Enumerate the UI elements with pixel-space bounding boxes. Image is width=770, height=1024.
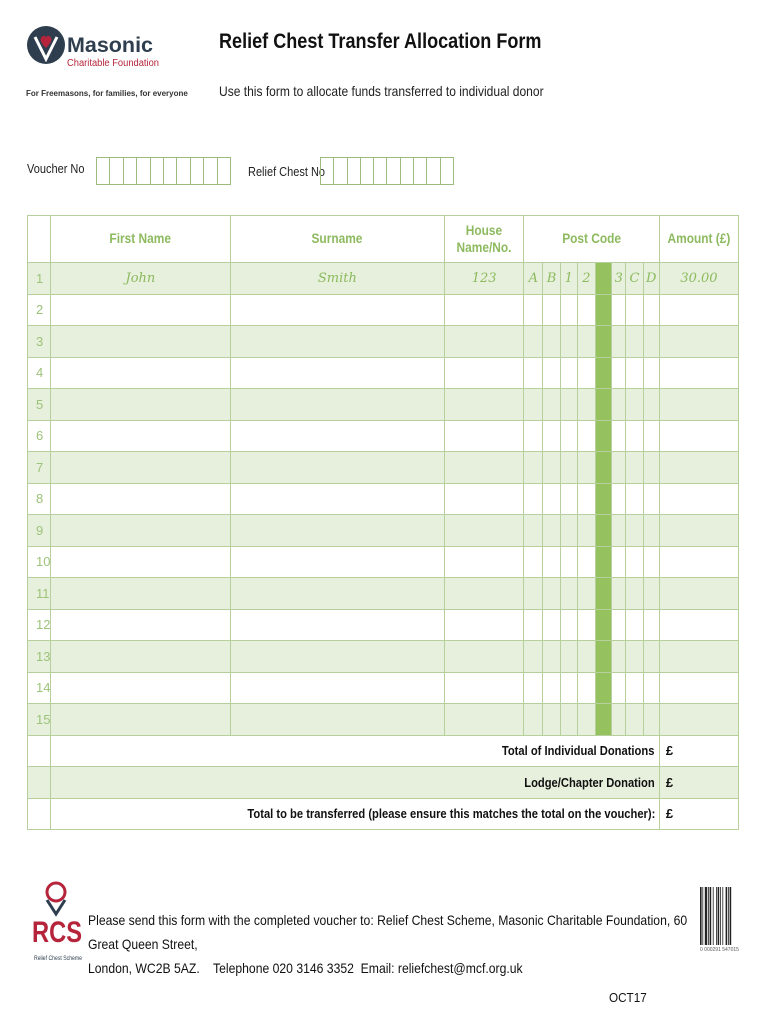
postcode-char-cell[interactable] xyxy=(612,672,626,704)
house-cell[interactable] xyxy=(445,641,524,673)
svg-text:RCS: RCS xyxy=(32,916,82,949)
amount-cell[interactable] xyxy=(659,609,738,641)
postcode-char-cell[interactable] xyxy=(626,704,643,736)
postcode-gap xyxy=(596,546,612,578)
table-row xyxy=(28,609,739,641)
voucher-label: Voucher No xyxy=(27,162,85,176)
postcode-char-cell[interactable] xyxy=(543,326,560,358)
postcode-char-cell[interactable] xyxy=(524,609,543,641)
postcode-char-cell[interactable] xyxy=(543,641,560,673)
house-cell[interactable] xyxy=(445,515,524,547)
lodge-donation-label: Lodge/Chapter Donation xyxy=(51,767,660,799)
tagline: For Freemasons, for families, for everyone xyxy=(26,89,188,98)
form-code: OCT17 xyxy=(609,990,647,1005)
first-name-cell[interactable] xyxy=(51,389,230,421)
postcode-gap xyxy=(596,483,612,515)
row-number: 11 xyxy=(28,578,51,610)
first-name-cell[interactable] xyxy=(51,609,230,641)
amount-cell[interactable] xyxy=(659,515,738,547)
postcode-char-cell[interactable] xyxy=(643,609,659,641)
postcode-char-cell[interactable] xyxy=(577,515,595,547)
postcode-char-cell[interactable] xyxy=(543,294,560,326)
postcode-char-cell[interactable] xyxy=(612,357,626,389)
masonic-logo xyxy=(26,14,166,114)
footer-line-1: Please send this form with the completed voucher to: Relief Chest Scheme, Masonic Charitable Foundation, 60 Great Queen Street, xyxy=(88,912,688,952)
table-row xyxy=(28,672,739,704)
postcode-char-cell[interactable] xyxy=(612,609,626,641)
first-name-cell[interactable] xyxy=(51,515,230,547)
postcode-char-cell[interactable] xyxy=(577,452,595,484)
postcode-gap xyxy=(596,294,612,326)
postcode-char-cell[interactable] xyxy=(612,294,626,326)
postcode-char-cell[interactable] xyxy=(524,357,543,389)
table-row xyxy=(28,294,739,326)
page-subtitle: Use this form to allocate funds transferred to individual donor xyxy=(219,83,544,99)
postcode-char-cell[interactable] xyxy=(626,672,643,704)
postcode-gap xyxy=(596,704,612,736)
header-surname: Surname xyxy=(230,216,445,263)
postcode-char-cell[interactable] xyxy=(543,357,560,389)
postcode-char-cell[interactable] xyxy=(560,452,577,484)
surname-cell[interactable] xyxy=(230,357,445,389)
total-individual-label: Total of Individual Donations xyxy=(51,735,660,767)
postcode-char-cell[interactable]: 1 xyxy=(560,263,577,295)
postcode-char-cell[interactable] xyxy=(626,389,643,421)
amount-cell[interactable] xyxy=(659,294,738,326)
postcode-gap xyxy=(596,389,612,421)
postcode-char-cell[interactable] xyxy=(524,515,543,547)
postcode-char-cell[interactable] xyxy=(524,641,543,673)
postcode-gap xyxy=(596,578,612,610)
postcode-char-cell[interactable] xyxy=(612,641,626,673)
table-row xyxy=(28,515,739,547)
footer-line-2: London, WC2B 5AZ. Telephone 020 3146 3352 Email: reliefchest@mcf.org.uk xyxy=(88,960,523,976)
surname-cell[interactable] xyxy=(230,672,445,704)
postcode-char-cell[interactable] xyxy=(560,420,577,452)
postcode-char-cell[interactable] xyxy=(560,515,577,547)
table-row xyxy=(28,452,739,484)
row-number: 1 xyxy=(28,263,51,295)
postcode-gap xyxy=(596,420,612,452)
postcode-char-cell[interactable] xyxy=(626,326,643,358)
postcode-char-cell[interactable] xyxy=(643,483,659,515)
amount-cell[interactable] xyxy=(659,546,738,578)
postcode-char-cell[interactable] xyxy=(626,546,643,578)
row-number: 13 xyxy=(28,641,51,673)
page-title: Relief Chest Transfer Allocation Form xyxy=(219,30,542,53)
total-individual-row xyxy=(28,735,739,767)
postcode-char-cell[interactable] xyxy=(524,452,543,484)
postcode-gap xyxy=(596,641,612,673)
postcode-char-cell[interactable] xyxy=(626,483,643,515)
lodge-donation-field[interactable]: £ xyxy=(659,767,738,799)
amount-cell[interactable] xyxy=(659,641,738,673)
postcode-char-cell[interactable] xyxy=(612,389,626,421)
postcode-char-cell[interactable] xyxy=(643,704,659,736)
surname-cell[interactable] xyxy=(230,389,445,421)
table-row xyxy=(28,389,739,421)
postcode-gap xyxy=(596,609,612,641)
house-cell[interactable] xyxy=(445,704,524,736)
postcode-char-cell[interactable] xyxy=(643,357,659,389)
house-cell[interactable] xyxy=(445,483,524,515)
amount-cell[interactable] xyxy=(659,452,738,484)
svg-text:Relief Chest Scheme: Relief Chest Scheme xyxy=(34,956,83,962)
surname-cell[interactable]: Smith xyxy=(230,263,445,295)
postcode-char-cell[interactable] xyxy=(612,578,626,610)
house-cell[interactable] xyxy=(445,357,524,389)
postcode-char-cell[interactable] xyxy=(626,578,643,610)
house-cell[interactable] xyxy=(445,420,524,452)
postcode-char-cell[interactable] xyxy=(577,294,595,326)
first-name-cell[interactable] xyxy=(51,452,230,484)
table-row xyxy=(28,263,739,295)
row-number: 14 xyxy=(28,672,51,704)
postcode-char-cell[interactable] xyxy=(543,546,560,578)
postcode-char-cell[interactable] xyxy=(643,515,659,547)
row-number: 5 xyxy=(28,389,51,421)
postcode-char-cell[interactable] xyxy=(524,420,543,452)
surname-cell[interactable] xyxy=(230,546,445,578)
row-number: 12 xyxy=(28,609,51,641)
postcode-char-cell[interactable] xyxy=(560,483,577,515)
first-name-cell[interactable] xyxy=(51,672,230,704)
amount-cell[interactable] xyxy=(659,483,738,515)
table-row xyxy=(28,420,739,452)
amount-cell[interactable] xyxy=(659,357,738,389)
postcode-char-cell[interactable] xyxy=(577,326,595,358)
postcode-char-cell[interactable] xyxy=(612,420,626,452)
first-name-cell[interactable] xyxy=(51,704,230,736)
first-name-cell[interactable] xyxy=(51,326,230,358)
postcode-char-cell[interactable] xyxy=(524,672,543,704)
postcode-char-cell[interactable] xyxy=(560,389,577,421)
postcode-char-cell[interactable]: 3 xyxy=(612,263,626,295)
total-transfer-label: Total to be transferred (please ensure this matches the total on the voucher): xyxy=(51,798,660,830)
postcode-char-cell[interactable] xyxy=(524,483,543,515)
house-cell[interactable] xyxy=(445,326,524,358)
postcode-char-cell[interactable] xyxy=(577,483,595,515)
lodge-donation-row xyxy=(28,767,739,799)
postcode-char-cell[interactable] xyxy=(577,672,595,704)
postcode-char-cell[interactable] xyxy=(560,326,577,358)
postcode-gap xyxy=(596,515,612,547)
postcode-char-cell[interactable] xyxy=(560,294,577,326)
header-first-name: First Name xyxy=(51,216,230,263)
row-number: 4 xyxy=(28,357,51,389)
first-name-cell[interactable] xyxy=(51,357,230,389)
postcode-gap xyxy=(596,263,612,295)
postcode-char-cell[interactable] xyxy=(524,704,543,736)
row-number: 9 xyxy=(28,515,51,547)
postcode-char-cell[interactable]: A xyxy=(524,263,543,295)
postcode-char-cell[interactable] xyxy=(612,704,626,736)
table-header xyxy=(28,216,739,263)
postcode-gap xyxy=(596,326,612,358)
postcode-char-cell[interactable] xyxy=(560,578,577,610)
postcode-gap xyxy=(596,357,612,389)
amount-cell[interactable] xyxy=(659,420,738,452)
postcode-char-cell[interactable] xyxy=(577,609,595,641)
house-cell[interactable] xyxy=(445,546,524,578)
total-transfer-row xyxy=(28,798,739,830)
barcode-number: 0 000291 547015 xyxy=(700,947,739,953)
postcode-char-cell[interactable]: B xyxy=(543,263,560,295)
postcode-char-cell[interactable]: C xyxy=(626,263,643,295)
postcode-char-cell[interactable] xyxy=(524,294,543,326)
postcode-char-cell[interactable]: D xyxy=(643,263,659,295)
row-number: 10 xyxy=(28,546,51,578)
postcode-char-cell[interactable] xyxy=(577,420,595,452)
postcode-char-cell[interactable] xyxy=(643,672,659,704)
house-cell[interactable]: 123 xyxy=(445,263,524,295)
surname-cell[interactable] xyxy=(230,578,445,610)
surname-cell[interactable] xyxy=(230,326,445,358)
postcode-char-cell[interactable] xyxy=(543,578,560,610)
first-name-cell[interactable] xyxy=(51,546,230,578)
table-row xyxy=(28,704,739,736)
postcode-char-cell[interactable] xyxy=(560,357,577,389)
postcode-char-cell[interactable] xyxy=(524,546,543,578)
amount-cell[interactable] xyxy=(659,578,738,610)
postcode-char-cell[interactable] xyxy=(643,326,659,358)
postcode-char-cell[interactable] xyxy=(577,357,595,389)
table-row xyxy=(28,483,739,515)
postcode-char-cell[interactable] xyxy=(543,609,560,641)
surname-cell[interactable] xyxy=(230,452,445,484)
postcode-char-cell[interactable] xyxy=(643,546,659,578)
first-name-cell[interactable] xyxy=(51,483,230,515)
surname-cell[interactable] xyxy=(230,294,445,326)
postcode-char-cell[interactable] xyxy=(577,704,595,736)
surname-cell[interactable] xyxy=(230,641,445,673)
postcode-char-cell[interactable] xyxy=(543,515,560,547)
first-name-cell[interactable]: John xyxy=(51,263,230,295)
postcode-char-cell[interactable] xyxy=(626,357,643,389)
postcode-gap xyxy=(596,672,612,704)
postcode-char-cell[interactable] xyxy=(543,389,560,421)
surname-cell[interactable] xyxy=(230,704,445,736)
postcode-char-cell[interactable]: 2 xyxy=(577,263,595,295)
total-individual-field[interactable]: £ xyxy=(659,735,738,767)
postcode-char-cell[interactable] xyxy=(643,294,659,326)
postcode-char-cell[interactable] xyxy=(524,389,543,421)
first-name-cell[interactable] xyxy=(51,420,230,452)
postcode-char-cell[interactable] xyxy=(626,420,643,452)
surname-cell[interactable] xyxy=(230,483,445,515)
postcode-char-cell[interactable] xyxy=(626,641,643,673)
header-amount: Amount (£) xyxy=(659,216,738,263)
postcode-char-cell[interactable] xyxy=(626,609,643,641)
postcode-char-cell[interactable] xyxy=(612,546,626,578)
postcode-char-cell[interactable] xyxy=(612,452,626,484)
surname-cell[interactable] xyxy=(230,609,445,641)
postcode-char-cell[interactable] xyxy=(543,483,560,515)
house-cell[interactable] xyxy=(445,452,524,484)
header-house: House Name/No. xyxy=(445,216,524,263)
table-row xyxy=(28,546,739,578)
first-name-cell[interactable] xyxy=(51,294,230,326)
postcode-char-cell[interactable] xyxy=(543,452,560,484)
first-name-cell[interactable] xyxy=(51,578,230,610)
surname-cell[interactable] xyxy=(230,515,445,547)
postcode-char-cell[interactable] xyxy=(643,389,659,421)
postcode-char-cell[interactable] xyxy=(543,672,560,704)
header-postcode: Post Code xyxy=(524,216,660,263)
row-number: 2 xyxy=(28,294,51,326)
postcode-char-cell[interactable] xyxy=(560,641,577,673)
postcode-char-cell[interactable] xyxy=(612,326,626,358)
rcs-logo xyxy=(30,880,85,962)
postcode-char-cell[interactable] xyxy=(612,483,626,515)
amount-cell[interactable] xyxy=(659,389,738,421)
chest-label: Relief Chest No xyxy=(248,165,326,179)
amount-cell[interactable] xyxy=(659,672,738,704)
postcode-char-cell[interactable] xyxy=(560,609,577,641)
table-row xyxy=(28,578,739,610)
row-number: 3 xyxy=(28,326,51,358)
postcode-char-cell[interactable] xyxy=(643,420,659,452)
postcode-char-cell[interactable] xyxy=(577,389,595,421)
house-cell[interactable] xyxy=(445,672,524,704)
amount-cell[interactable] xyxy=(659,704,738,736)
row-number: 6 xyxy=(28,420,51,452)
postcode-char-cell[interactable] xyxy=(626,294,643,326)
postcode-char-cell[interactable] xyxy=(626,452,643,484)
postcode-char-cell[interactable] xyxy=(643,641,659,673)
voucher-field[interactable] xyxy=(96,157,231,185)
postcode-char-cell[interactable] xyxy=(524,326,543,358)
postcode-char-cell[interactable] xyxy=(560,546,577,578)
row-number: 15 xyxy=(28,704,51,736)
postcode-char-cell[interactable] xyxy=(577,578,595,610)
postcode-char-cell[interactable] xyxy=(577,641,595,673)
postcode-char-cell[interactable] xyxy=(543,420,560,452)
postcode-char-cell[interactable] xyxy=(612,515,626,547)
postcode-char-cell[interactable] xyxy=(560,672,577,704)
postcode-char-cell[interactable] xyxy=(560,704,577,736)
row-number: 7 xyxy=(28,452,51,484)
house-cell[interactable] xyxy=(445,294,524,326)
postcode-char-cell[interactable] xyxy=(626,515,643,547)
amount-cell[interactable] xyxy=(659,326,738,358)
barcode-icon xyxy=(700,887,740,945)
postcode-char-cell[interactable] xyxy=(577,546,595,578)
chest-field[interactable] xyxy=(320,157,454,185)
logo-sub: Charitable Foundation xyxy=(67,58,159,69)
table-row xyxy=(28,641,739,673)
house-cell[interactable] xyxy=(445,389,524,421)
first-name-cell[interactable] xyxy=(51,641,230,673)
row-number: 8 xyxy=(28,483,51,515)
logo-name: Masonic xyxy=(67,34,154,57)
postcode-gap xyxy=(596,452,612,484)
table-row xyxy=(28,326,739,358)
table-row xyxy=(28,357,739,389)
house-cell[interactable] xyxy=(445,578,524,610)
postcode-char-cell[interactable] xyxy=(643,452,659,484)
allocation-table xyxy=(27,215,739,830)
footer-instructions xyxy=(88,908,701,980)
postcode-char-cell[interactable] xyxy=(543,704,560,736)
house-cell[interactable] xyxy=(445,609,524,641)
header-number xyxy=(28,216,51,263)
postcode-char-cell[interactable] xyxy=(643,578,659,610)
total-transfer-field[interactable]: £ xyxy=(659,798,738,830)
amount-cell[interactable]: 30.00 xyxy=(659,263,738,295)
surname-cell[interactable] xyxy=(230,420,445,452)
postcode-char-cell[interactable] xyxy=(524,578,543,610)
